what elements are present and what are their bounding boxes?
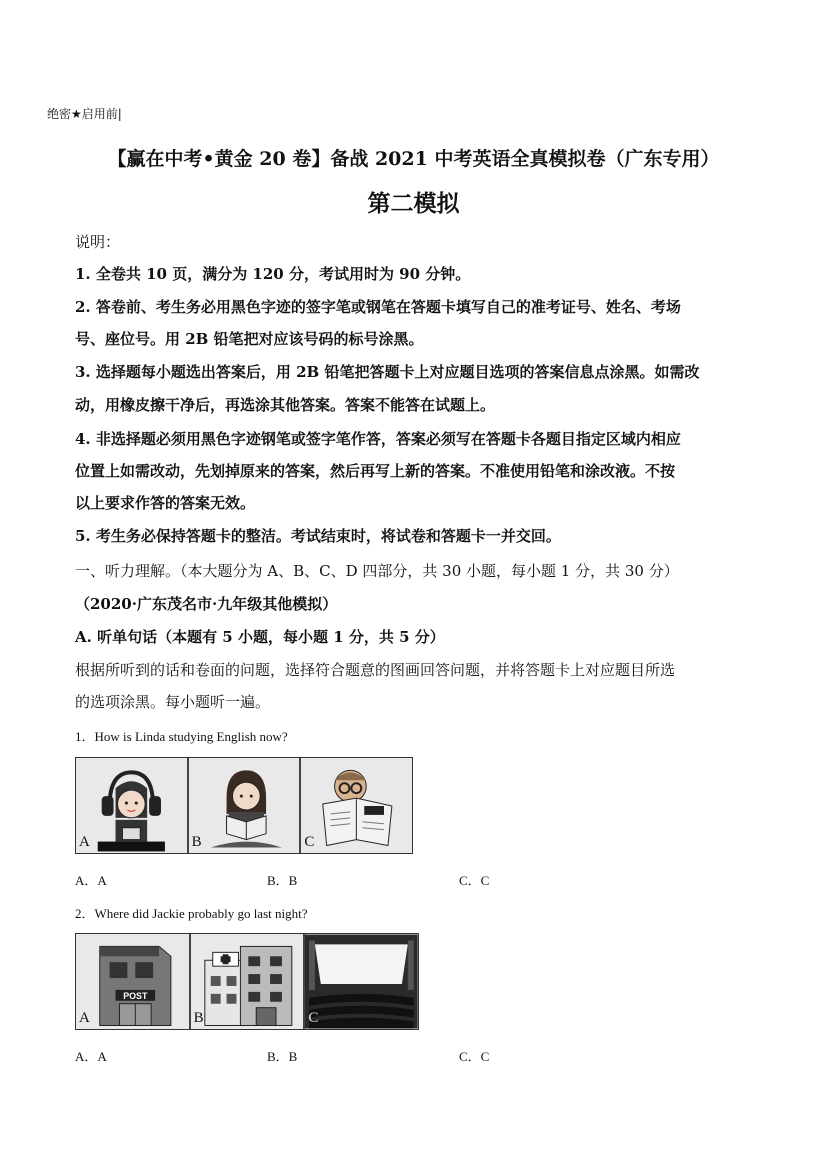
instruction-5: 5. 考生务必保持答题卡的整洁。考试结束时，将试卷和答题卡一并交回。 bbox=[75, 527, 561, 545]
question-2-image-c bbox=[305, 934, 418, 1029]
question-2-image-b bbox=[191, 934, 306, 1029]
question-1-images bbox=[75, 757, 413, 854]
girl-headphones-icon bbox=[76, 758, 187, 853]
image-label: A bbox=[79, 834, 90, 850]
question-1-text: 1．How is Linda studying English now? bbox=[75, 729, 288, 744]
exam-title: 【赢在中考•黄金 20 卷】备战 2021 中考英语全真模拟卷（广东专用） bbox=[107, 148, 720, 170]
instruction-2a: 2. 答卷前、考生务必用黑色字迹的签字笔或钢笔在答题卡填写自己的准考证号、姓名、考场 bbox=[75, 298, 681, 316]
image-label: C bbox=[308, 1010, 319, 1026]
image-label: B bbox=[191, 834, 202, 850]
instruction-2b: 号、座位号。用 2B 铅笔把对应该号码的标号涂黑。 bbox=[75, 330, 424, 348]
part-a-desc-1: 根据所听到的话和卷面的问题，选择符合题意的图画回答问题，并将答题卡上对应题目所选 bbox=[75, 661, 676, 679]
post-office-icon bbox=[76, 934, 189, 1029]
question-1-option-c[interactable]: C．C bbox=[459, 873, 490, 888]
image-label: A bbox=[79, 1010, 90, 1026]
exam-subtitle: 第二模拟 bbox=[367, 191, 460, 217]
question-2-text: 2．Where did Jackie probably go last night? bbox=[75, 906, 308, 921]
instruction-3a: 3. 选择题每小题选出答案后，用 2B 铅笔把答题卡上对应题目选项的答案信息点涂黑。如需改 bbox=[75, 363, 700, 381]
question-1-option-b[interactable]: B．B bbox=[267, 873, 298, 888]
person-reading-newspaper-icon bbox=[301, 758, 412, 853]
confidential-mark: 绝密★启用前| bbox=[47, 107, 122, 121]
question-1-image-a bbox=[76, 758, 189, 853]
question-2-option-b[interactable]: B．B bbox=[267, 1049, 298, 1064]
instruction-1: 1. 全卷共 10 页，满分为 120 分，考试用时为 90 分钟。 bbox=[75, 265, 471, 283]
instruction-4a: 4. 非选择题必须用黑色字迹钢笔或签字笔作答，答案必须写在答题卡各题目指定区域内相应 bbox=[75, 430, 681, 448]
instructions-heading: 说明： bbox=[75, 233, 121, 251]
instruction-4b: 位置上如需改动，先划掉原来的答案，然后再写上新的答案。不准使用铅笔和涂改液。不按 bbox=[75, 462, 676, 480]
question-2-image-a bbox=[76, 934, 191, 1029]
svg-text:POST: POST bbox=[123, 990, 148, 1001]
question-1-image-b bbox=[189, 758, 302, 853]
image-label: B bbox=[193, 1010, 204, 1026]
hospital-icon bbox=[191, 934, 304, 1029]
girl-reading-book-icon bbox=[189, 758, 300, 853]
cinema-icon bbox=[305, 934, 418, 1029]
question-2-option-a[interactable]: A．A bbox=[75, 1049, 107, 1064]
question-1-image-c bbox=[301, 758, 412, 853]
image-label: C bbox=[304, 834, 315, 850]
instruction-3b: 动，用橡皮擦干净后，再选涂其他答案。答案不能答在试题上。 bbox=[75, 396, 496, 414]
section-title: 一、听力理解。（本大题分为 A、B、C、D 四部分，共 30 小题，每小题 1 分，共 30 分） bbox=[75, 562, 679, 580]
part-a-desc-2: 的选项涂黑。每小题听一遍。 bbox=[75, 693, 271, 711]
instruction-4c: 以上要求作答的答案无效。 bbox=[75, 494, 256, 512]
part-a-title: A. 听单句话（本题有 5 小题，每小题 1 分，共 5 分） bbox=[75, 628, 445, 646]
question-1-option-a[interactable]: A．A bbox=[75, 873, 107, 888]
section-source: （2020·广东茂名市·九年级其他模拟） bbox=[75, 595, 338, 613]
question-2-images bbox=[75, 933, 419, 1030]
question-2-option-c[interactable]: C．C bbox=[459, 1049, 490, 1064]
